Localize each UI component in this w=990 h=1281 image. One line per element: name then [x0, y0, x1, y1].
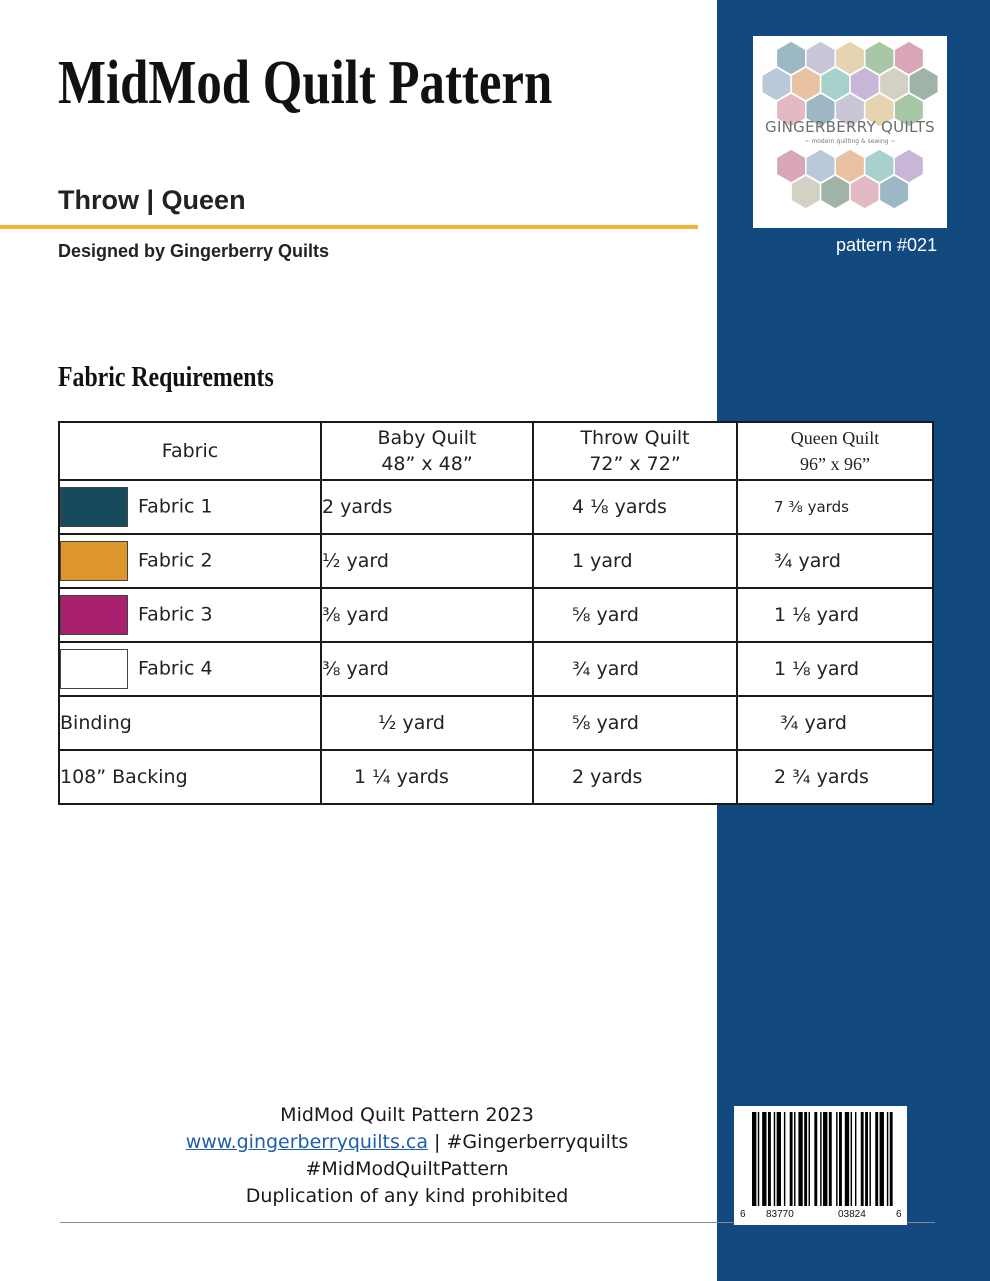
logo-hexagon	[821, 175, 850, 209]
table-row	[59, 534, 933, 588]
throw-amount: 1 yard	[533, 534, 737, 588]
header-baby: Baby Quilt 48” x 48”	[321, 422, 533, 480]
subtitle: Throw | Queen	[58, 185, 246, 215]
designer-credit: Designed by Gingerberry Quilts	[58, 241, 330, 261]
barcode-bar	[855, 1112, 856, 1206]
barcode-bar	[762, 1112, 766, 1206]
accent-rule	[0, 225, 698, 229]
throw-amount: 4 ⅛ yards	[533, 480, 737, 534]
throw-amount: ⅝ yard	[533, 696, 737, 750]
baby-amount: ½ yard	[321, 696, 533, 750]
pattern-number: pattern #021	[836, 235, 938, 255]
barcode-bar	[865, 1112, 868, 1206]
fabric-4-swatch	[60, 649, 128, 689]
baby-amount: ½ yard	[321, 534, 533, 588]
baby-amount: ⅜ yard	[321, 642, 533, 696]
page-title: MidMod Quilt Pattern	[58, 49, 553, 117]
queen-amount: ¾ yard	[737, 696, 933, 750]
table-row	[59, 696, 933, 750]
header-queen: Queen Quilt 96” x 96”	[737, 422, 933, 480]
fabric-label-cell: Fabric 3	[59, 588, 321, 642]
barcode-bar	[836, 1112, 837, 1206]
logo-hexagon	[879, 175, 909, 209]
copyright-notice: Duplication of any kind prohibited	[245, 1185, 569, 1207]
barcode-bar	[768, 1112, 771, 1206]
table-row	[59, 588, 933, 642]
barcode-bar	[809, 1112, 810, 1206]
barcode-bar	[851, 1112, 852, 1206]
barcode-bar	[784, 1112, 785, 1206]
barcode-bar	[890, 1112, 893, 1206]
barcode-bar	[829, 1112, 832, 1206]
logo-name: GINGERBERRY QUILTS	[765, 118, 935, 136]
barcode-group-2: 03824	[838, 1209, 866, 1220]
binding-label: Binding	[59, 696, 321, 750]
fabric-1-swatch	[60, 487, 128, 527]
table-header-row	[59, 422, 933, 480]
barcode-bar	[887, 1112, 888, 1206]
footer-links	[60, 1129, 754, 1156]
barcode-bars	[734, 1106, 907, 1210]
barcode-bar	[814, 1112, 817, 1206]
baby-amount: ⅜ yard	[321, 588, 533, 642]
barcode-bar	[774, 1112, 775, 1206]
footer-separator: |	[427, 1131, 447, 1153]
hashtag-midmod: #MidModQuiltPattern	[305, 1158, 509, 1180]
barcode-bar	[794, 1112, 795, 1206]
baby-amount: 2 yards	[321, 480, 533, 534]
queen-amount: 1 ⅛ yard	[737, 588, 933, 642]
barcode-bar	[777, 1112, 781, 1206]
barcode-bar	[875, 1112, 878, 1206]
queen-amount: ¾ yard	[737, 534, 933, 588]
section-title: Fabric Requirements	[58, 362, 274, 393]
header-throw: Throw Quilt 72” x 72”	[533, 422, 737, 480]
fabric-label-cell: Fabric 2	[59, 534, 321, 588]
barcode-group-1: 83770	[766, 1209, 794, 1220]
baby-amount: 1 ¼ yards	[321, 750, 533, 804]
barcode-bar	[798, 1112, 802, 1206]
website-link[interactable]: www.gingerberryquilts.ca	[185, 1131, 428, 1153]
fabric-2-swatch	[60, 541, 128, 581]
throw-amount: ⅝ yard	[533, 588, 737, 642]
barcode-bar	[880, 1112, 884, 1206]
barcode-bar	[790, 1112, 793, 1206]
logo-tagline: ~ modern quilting & sewing ~	[804, 138, 896, 145]
table-row	[59, 642, 933, 696]
barcode-bar	[869, 1112, 870, 1206]
table-row	[59, 750, 933, 804]
table-row	[59, 480, 933, 534]
queen-amount: 1 ⅛ yard	[737, 642, 933, 696]
throw-amount: 2 yards	[533, 750, 737, 804]
barcode-digit-left: 6	[740, 1209, 746, 1220]
logo-hexagon	[791, 175, 821, 209]
barcode-bar	[823, 1112, 827, 1206]
fabric-requirements-table	[58, 421, 934, 805]
barcode-digit-right: 6	[896, 1209, 902, 1220]
barcode	[734, 1106, 907, 1225]
fabric-label-cell: Fabric 4	[59, 642, 321, 696]
throw-amount: ¾ yard	[533, 642, 737, 696]
barcode-bar	[804, 1112, 807, 1206]
barcode-bar	[820, 1112, 821, 1206]
barcode-bar	[845, 1112, 849, 1206]
barcode-bar	[758, 1112, 759, 1206]
logo	[753, 36, 947, 228]
queen-amount: 7 ⅜ yards	[737, 480, 933, 534]
barcode-bar	[861, 1112, 864, 1206]
footer	[60, 1102, 754, 1210]
hashtag-gingerberry: #Gingerberryquilts	[446, 1131, 629, 1153]
backing-label: 108” Backing	[59, 750, 321, 804]
header-fabric: Fabric	[59, 422, 321, 480]
fabric-label-cell: Fabric 1	[59, 480, 321, 534]
fabric-3-swatch	[60, 595, 128, 635]
logo-hexagon	[850, 175, 879, 209]
barcode-bar	[752, 1112, 756, 1206]
barcode-bar	[839, 1112, 842, 1206]
queen-amount: 2 ¾ yards	[737, 750, 933, 804]
footer-copyright: MidMod Quilt Pattern 2023	[280, 1104, 534, 1126]
